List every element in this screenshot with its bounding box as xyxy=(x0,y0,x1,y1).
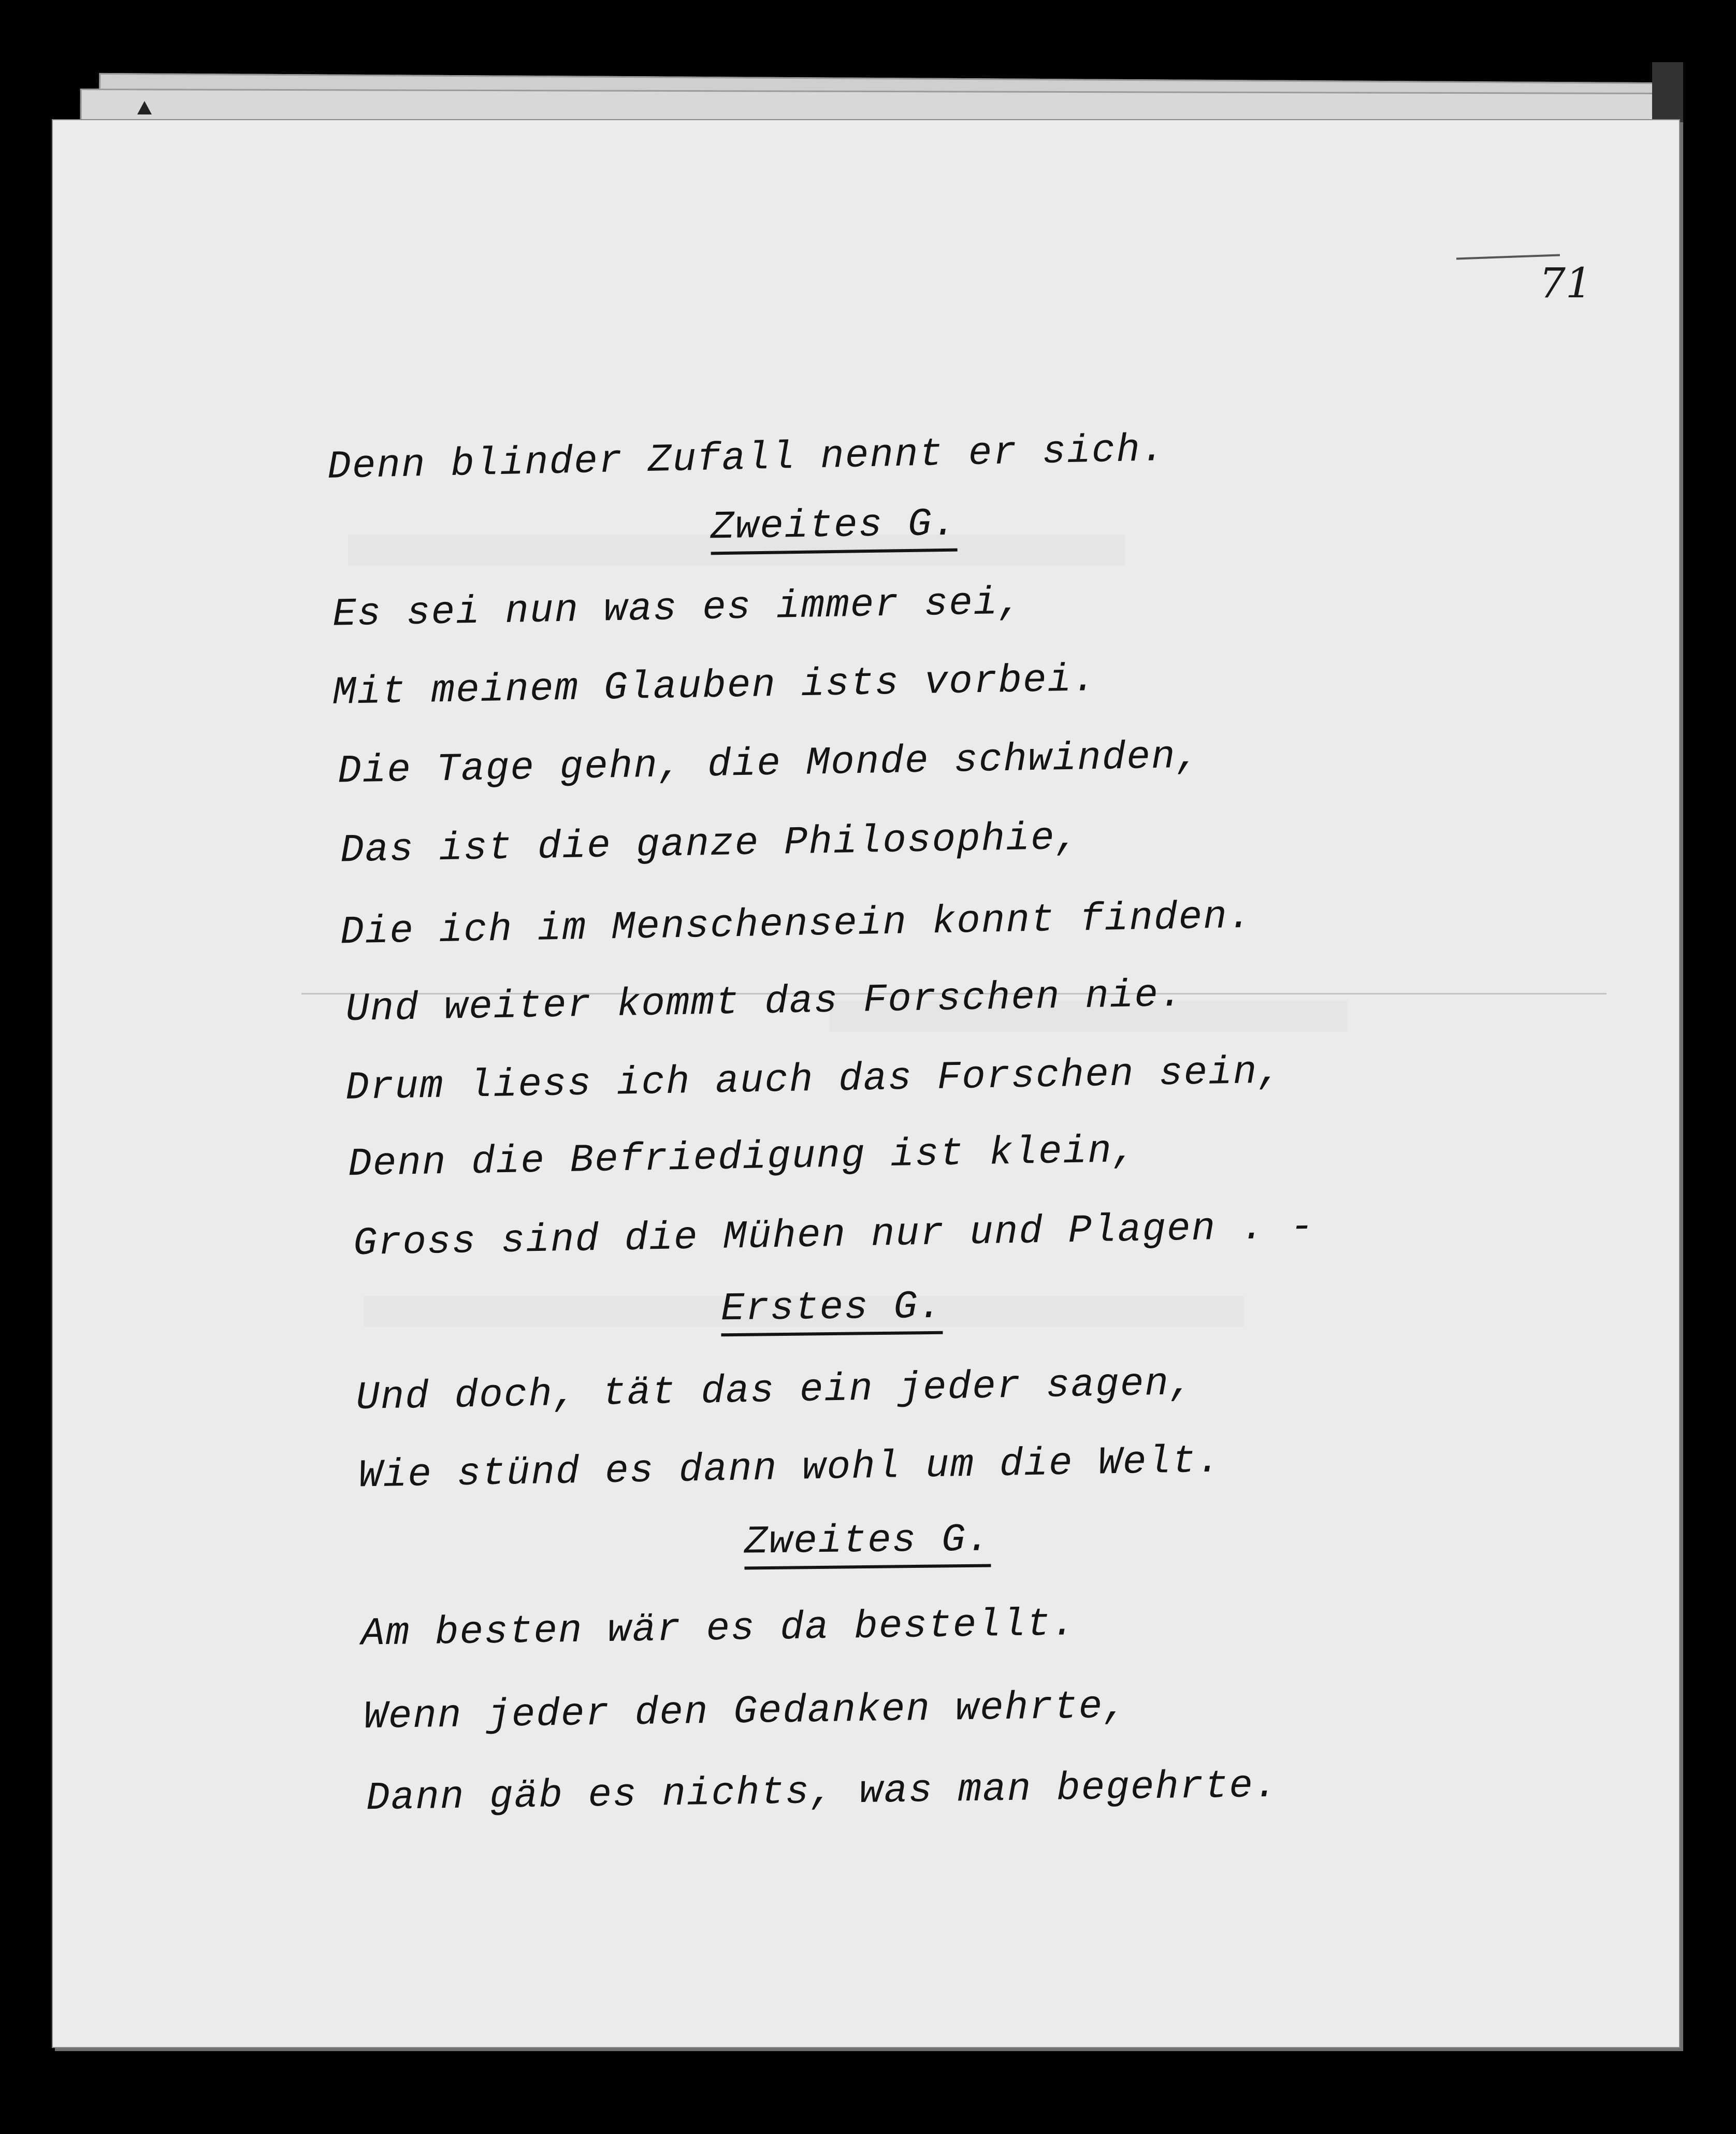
verse-block xyxy=(53,120,1679,2047)
verse-line: Dann gäb es nichts, was man begehrte. xyxy=(366,1763,1279,1821)
verse-line: Wie stünd es dann wohl um die Welt. xyxy=(358,1438,1222,1498)
verse-line: Mit meinem Glauben ists vorbei. xyxy=(332,657,1097,715)
corner-mark xyxy=(137,101,152,114)
verse-line: Am besten wär es da bestellt. xyxy=(360,1602,1077,1656)
verse-line: Es sei nun was es immer sei, xyxy=(332,580,1023,637)
verse-line: Wenn jeder den Gedanken wehrte, xyxy=(363,1684,1129,1740)
verse-line: Die ich im Menschensein konnt finden. xyxy=(340,894,1253,955)
page-number: 71 xyxy=(1539,259,1592,307)
typescript-page xyxy=(52,119,1680,2048)
verse-line: Und weiter kommt das Forschen nie. xyxy=(345,972,1184,1032)
speaker-label: Zweites G. xyxy=(710,502,957,555)
verse-line: Denn blinder Zufall nennt er sich. xyxy=(327,427,1166,489)
speaker-label: Erstes G. xyxy=(721,1285,943,1336)
verse-line: Das ist die ganze Philosophie, xyxy=(340,815,1080,873)
verse-line: Die Tage gehn, die Monde schwinden, xyxy=(337,734,1201,794)
verse-line: Und doch, tät das ein jeder sagen, xyxy=(355,1361,1195,1421)
verse-line: Denn die Befriedigung ist klein, xyxy=(348,1128,1138,1187)
verse-line: Gross sind die Mühen nur und Plagen . - xyxy=(353,1204,1315,1266)
speaker-label: Zweites G. xyxy=(744,1518,991,1570)
verse-line: Drum liess ich auch das Forschen sein, xyxy=(345,1049,1283,1111)
